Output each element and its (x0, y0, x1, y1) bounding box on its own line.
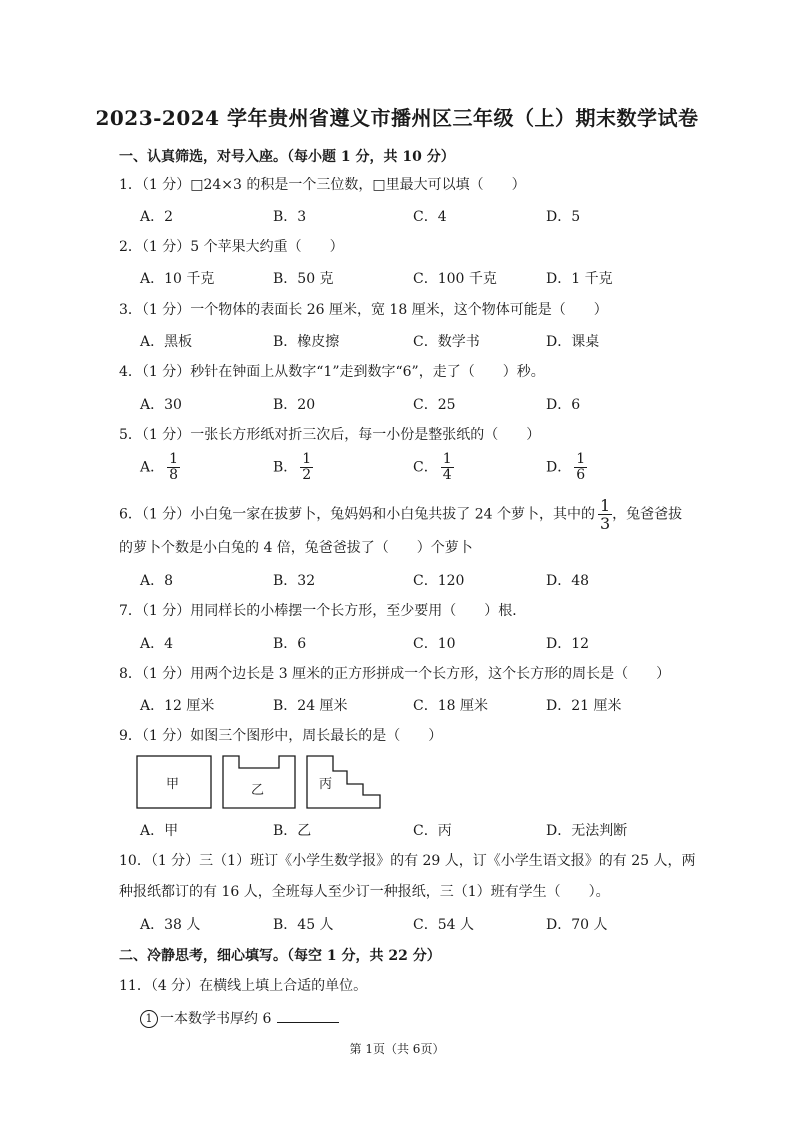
question-2: 2．（1 分）5 个苹果大约重（ ） (119, 239, 344, 255)
section-2-heading: 二、冷静思考，细心填写。（每空 1 分，共 22 分） (119, 948, 441, 964)
option-c: C．54 人 (413, 917, 474, 933)
option-d (546, 452, 587, 483)
option-b: B．24 厘米 (273, 698, 348, 714)
option-b: B．3 (273, 209, 307, 225)
numerator: 1 (576, 451, 586, 467)
section-1-heading: 一、认真筛选，对号入座。（每小题 1 分，共 10 分） (119, 149, 455, 165)
question-1-options (140, 206, 700, 230)
option-c (413, 452, 454, 483)
question-11-item-1 (140, 1008, 339, 1029)
question-10-line-1: 10．（1 分）三（1）班订《小学生数学报》的有 29 人，订《小学生语文报》的有 25 人，两 (119, 853, 696, 869)
option-a: A．30 (140, 397, 182, 413)
question-4: 4．（1 分）秒针在钟面上从数字“1”走到数字“6”，走了（ ）秒。 (119, 364, 545, 380)
option-b (273, 452, 313, 483)
option-d: D．12 (546, 636, 590, 652)
option-a: A．8 (140, 573, 174, 589)
answer-blank[interactable] (277, 1008, 339, 1023)
question-3: 3．（1 分）一个物体的表面长 26 厘米，宽 18 厘米，这个物体可能是（ ） (119, 302, 608, 318)
question-9: 9．（1 分）如图三个图形中，周长最长的是（ ） (119, 728, 443, 744)
option-b: B．50 克 (273, 271, 334, 287)
option-b: B．45 人 (273, 917, 334, 933)
fraction-one-sixth (574, 452, 587, 483)
option-b: B．32 (273, 573, 316, 589)
option-c: C．4 (413, 209, 447, 225)
numerator: 1 (442, 451, 452, 467)
question-11: 11．（4 分）在横线上填上合适的单位。 (119, 978, 368, 994)
option-d: D．无法判断 (546, 823, 628, 839)
question-6-text-b: ，兔爸爸拔 (612, 506, 683, 523)
perimeter-figures (135, 754, 385, 810)
question-1: 1．（1 分）□24×3 的积是一个三位数，□里最大可以填（ ） (119, 177, 526, 193)
question-6-line-1 (119, 497, 682, 532)
question-9-figures (135, 754, 385, 810)
exam-title: 2023-2024 学年贵州省遵义市播州区三年级（上）期末数学试卷 (95, 106, 699, 130)
option-c: C．18 厘米 (413, 698, 488, 714)
option-a: A．4 (140, 636, 174, 652)
option-d: D．70 人 (546, 917, 608, 933)
question-4-options (140, 394, 700, 418)
denominator: 6 (576, 467, 586, 483)
circled-number-1: 1 (140, 1010, 158, 1028)
option-c: C．数学书 (413, 334, 480, 350)
denominator: 3 (599, 514, 611, 533)
option-c: C．100 千克 (413, 271, 497, 287)
question-5: 5．（1 分）一张长方形纸对折三次后，每一小份是整张纸的（ ） (119, 427, 541, 443)
option-c: C．120 (413, 573, 465, 589)
question-7-options (140, 633, 700, 657)
question-10-line-2: 种报纸都订的有 16 人，全班每人至少订一种报纸，三（1）班有学生（ ）。 (119, 884, 610, 900)
denominator: 2 (302, 467, 312, 483)
question-8-options (140, 695, 700, 719)
option-c: C．10 (413, 636, 456, 652)
numerator: 1 (302, 451, 312, 467)
page-footer: 第 1页（共 6页） (349, 1042, 445, 1056)
question-9-options (140, 820, 700, 844)
question-6-text-a: 6．（1 分）小白兔一家在拔萝卜，兔妈妈和小白兔共拔了 24 个萝卜，其中的 (119, 506, 595, 523)
denominator: 4 (442, 467, 452, 483)
option-a: A．2 (140, 209, 174, 225)
question-6-options (140, 570, 700, 594)
option-a: A．38 人 (140, 917, 201, 933)
option-d: D．课桌 (546, 334, 600, 350)
option-b: B．乙 (273, 823, 312, 839)
option-c: C．25 (413, 397, 456, 413)
option-b: B．20 (273, 397, 316, 413)
option-d: D．1 千克 (546, 271, 613, 287)
fraction-one-quarter (441, 452, 454, 483)
fraction-one-third (598, 497, 612, 532)
figure-bing-shape (307, 756, 380, 808)
figure-jia-label: 甲 (166, 777, 180, 792)
denominator: 8 (169, 467, 179, 483)
option-c: C．丙 (413, 823, 452, 839)
fraction-one-eighth (167, 452, 180, 483)
question-8: 8．（1 分）用两个边长是 3 厘米的正方形拼成一个长方形，这个长方形的周长是（ ） (119, 666, 671, 682)
option-d: D．6 (546, 397, 581, 413)
option-b-label: B． (273, 459, 298, 476)
option-d: D．5 (546, 209, 581, 225)
option-a: A．甲 (140, 823, 179, 839)
figure-bing-label: 丙 (319, 777, 333, 792)
option-a (140, 452, 180, 483)
numerator: 1 (599, 496, 611, 515)
option-a-label: A． (140, 459, 165, 476)
option-d-label: D． (546, 459, 572, 476)
question-3-options (140, 331, 700, 355)
option-b: B．6 (273, 636, 307, 652)
question-11-item-1-text: 一本数学书厚约 6 (160, 1011, 272, 1027)
option-d: D．21 厘米 (546, 698, 622, 714)
option-a: A．10 千克 (140, 271, 215, 287)
figure-yi-shape (223, 756, 295, 808)
option-a: A．12 厘米 (140, 698, 215, 714)
numerator: 1 (169, 451, 179, 467)
option-c-label: C． (413, 459, 438, 476)
question-5-options (140, 452, 700, 486)
option-a: A．黑板 (140, 334, 193, 350)
question-10-options (140, 914, 700, 938)
fraction-one-half (300, 452, 313, 483)
figure-yi-label: 乙 (251, 783, 265, 798)
option-d: D．48 (546, 573, 590, 589)
question-2-options (140, 268, 700, 292)
question-6-line-2: 的萝卜个数是小白兔的 4 倍，兔爸爸拔了（ ）个萝卜 (119, 540, 473, 556)
option-b: B．橡皮擦 (273, 334, 340, 350)
question-7: 7．（1 分）用同样长的小棒摆一个长方形，至少要用（ ）根． (119, 603, 527, 619)
